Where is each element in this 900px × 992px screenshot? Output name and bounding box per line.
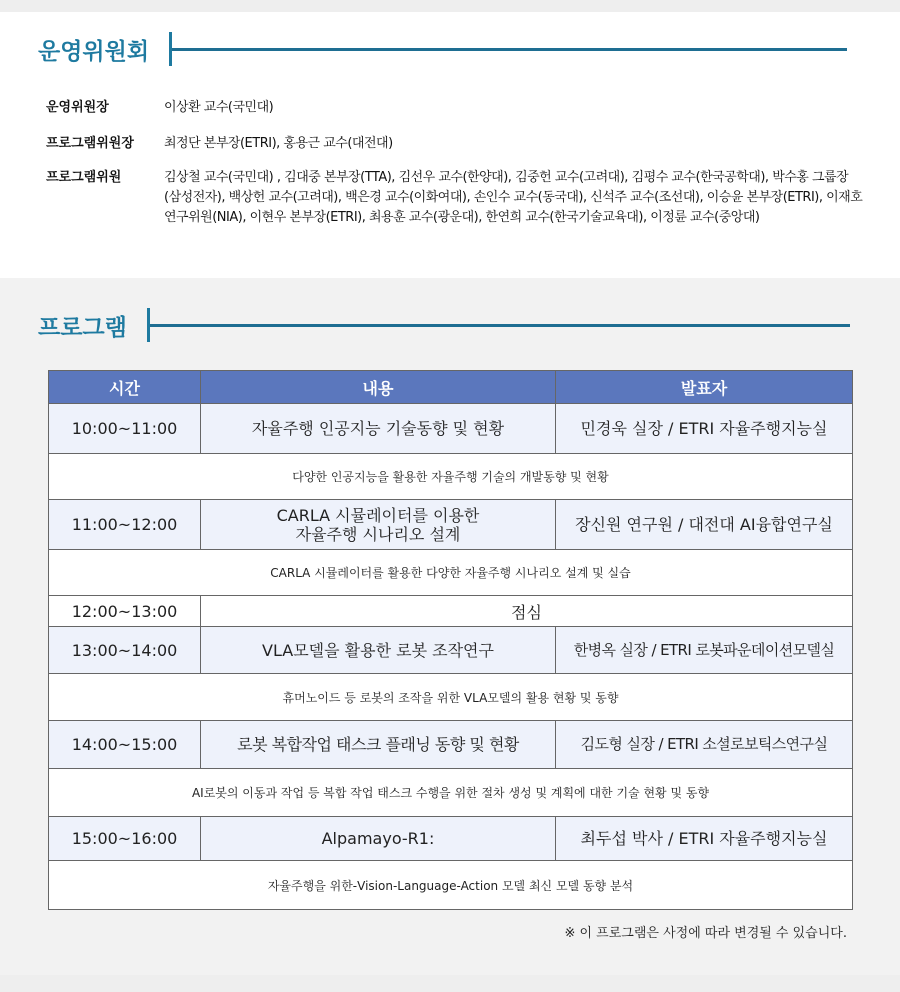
- committee-row-program-members: [46, 168, 864, 228]
- session-time: 12:00~13:00: [49, 596, 201, 627]
- table-row: [49, 627, 853, 674]
- session-time: 11:00~12:00: [49, 500, 201, 550]
- table-row: [49, 817, 853, 861]
- table-row-desc: [49, 769, 853, 817]
- session-time: 10:00~11:00: [49, 404, 201, 454]
- session-title: [201, 500, 556, 550]
- session-description: 자율주행을 위한-Vision-Language-Action 모델 최신 모델 동향 분석: [49, 861, 853, 910]
- program-footnote: ※ 이 프로그램은 사정에 따라 변경될 수 있습니다.: [564, 926, 847, 941]
- header-time: 시간: [49, 371, 201, 404]
- session-time: 15:00~16:00: [49, 817, 201, 861]
- header-presenter: 발표자: [556, 371, 853, 404]
- session-time: 14:00~15:00: [49, 721, 201, 769]
- member-names: 이상환 교수(국민대): [164, 100, 274, 115]
- lunch-label: 점심: [201, 596, 853, 627]
- session-presenter: 한병옥 실장 / ETRI 로봇파운데이션모델실: [556, 627, 853, 674]
- program-header: [38, 308, 850, 342]
- session-description: 휴머노이드 등 로봇의 조작을 위한 VLA모델의 활용 현황 및 동향: [49, 674, 853, 721]
- program-title: 프로그램: [38, 314, 127, 341]
- table-row: [49, 404, 853, 454]
- table-row-desc: [49, 674, 853, 721]
- committee-title: 운영위원회: [38, 38, 150, 65]
- session-time: 13:00~14:00: [49, 627, 201, 674]
- committee-header: [38, 32, 847, 66]
- table-row-desc: [49, 861, 853, 910]
- member-role: 운영위원장: [46, 100, 109, 115]
- member-names: 김상철 교수(국민대) , 김대중 본부장(TTA), 김선우 교수(한양대), 김중헌 교수(고려대), 김평수 교수(한국공학대), 박수홍 그룹장(삼성전자), 백상헌 교수(고려대), 백은경 교수(이화여대), 손인수 교수(동국대), 신석주 교수(조선대), 이승윤 본부장(ETRI), 이재호 연구위원(NIA), 이현우 본부장(ETRI), 최용훈 교수(광운대), 한연희 교수(한국기술교육대), 이정륜 교수(중앙대): [164, 170, 863, 225]
- session-title: Alpamayo-R1:: [201, 817, 556, 861]
- session-presenter: 민경욱 실장 / ETRI 자율주행지능실: [556, 404, 853, 454]
- session-presenter: 김도형 실장 / ETRI 소셜로보틱스연구실: [556, 721, 853, 769]
- table-row: [49, 500, 853, 550]
- session-description: CARLA 시뮬레이터를 활용한 다양한 자율주행 시나리오 설계 및 실습: [49, 550, 853, 596]
- session-presenter: 장신원 연구원 / 대전대 AI융합연구실: [556, 500, 853, 550]
- session-description: AI로봇의 이동과 작업 등 복합 작업 태스크 수행을 위한 절차 생성 및 계획에 대한 기술 현황 및 동향: [49, 769, 853, 817]
- session-title-line1: CARLA 시뮬레이터를 이용한: [276, 505, 480, 525]
- table-row-desc: [49, 550, 853, 596]
- session-title: 자율주행 인공지능 기술동향 및 현황: [201, 404, 556, 454]
- member-names: 최정단 본부장(ETRI), 홍용근 교수(대전대): [164, 136, 393, 151]
- committee-section: [0, 12, 900, 278]
- session-presenter: 최두섭 박사 / ETRI 자율주행지능실: [556, 817, 853, 861]
- session-title-line2: 자율주행 시나리오 설계: [295, 524, 461, 544]
- table-row-lunch: [49, 596, 853, 627]
- committee-title-line: [172, 48, 847, 51]
- table-row: [49, 721, 853, 769]
- session-title: VLA모델을 활용한 로봇 조작연구: [201, 627, 556, 674]
- session-title: 로봇 복합작업 태스크 플래닝 동향 및 현황: [201, 721, 556, 769]
- committee-row-chair: [46, 98, 864, 118]
- program-title-line: [150, 324, 850, 327]
- program-schedule-table: [48, 370, 853, 910]
- header-content: 내용: [201, 371, 556, 404]
- committee-row-program-chair: [46, 134, 864, 154]
- table-header-row: [49, 371, 853, 404]
- table-row-desc: [49, 454, 853, 500]
- session-description: 다양한 인공지능을 활용한 자율주행 기술의 개발동향 및 현황: [49, 454, 853, 500]
- member-role: 프로그램위원장: [46, 136, 134, 151]
- member-role: 프로그램위원: [46, 170, 122, 185]
